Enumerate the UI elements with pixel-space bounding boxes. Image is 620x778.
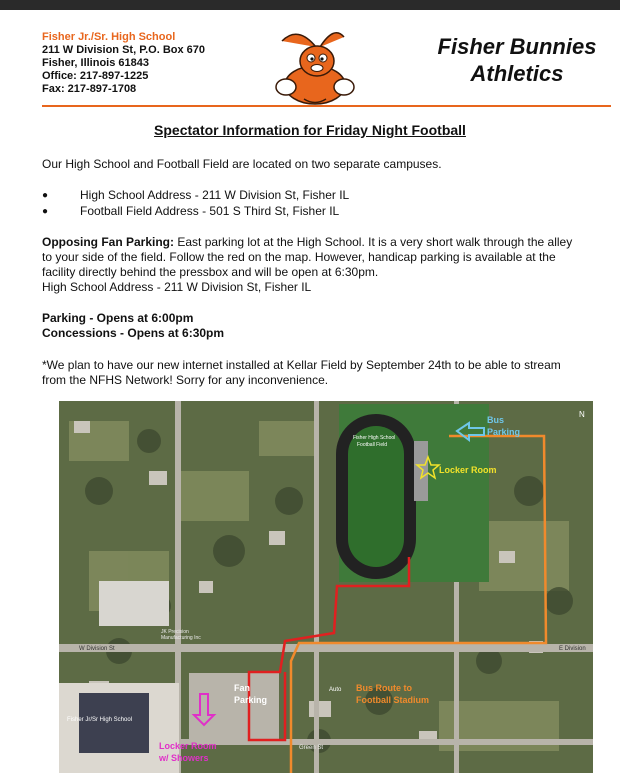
parking-label: Opposing Fan Parking: [42, 235, 175, 249]
field-label-1: Fisher High School [353, 435, 396, 441]
bus-parking-label-1: Bus [487, 415, 505, 425]
school-address-2: Fisher, Illinois 61843 [42, 57, 149, 69]
header-divider [42, 105, 611, 107]
parking-line-1: Opposing Fan Parking: East parking lot at the High School. It is a very short walk through the alley [42, 235, 573, 249]
locker-showers-label-1: Locker Room [159, 741, 217, 751]
precision-building [99, 581, 169, 626]
field-label-2: Football Field [357, 442, 388, 448]
page-title: Spectator Information for Friday Night Football [154, 122, 466, 138]
campus-map [59, 401, 593, 773]
address-football-field: Football Field Address - 501 S Third St, Fisher IL [80, 204, 340, 218]
intro-text: Our High School and Football Field are located on two separate campuses. [42, 157, 442, 171]
parking-line-4: High School Address - 211 W Division St, Fisher IL [42, 280, 312, 294]
green-street-label: Green St [299, 745, 324, 751]
school-office-phone: Office: 217-897-1225 [42, 70, 149, 82]
brand-line-1: Fisher Bunnies [437, 34, 597, 59]
bus-route-label-2: Football Stadium [356, 695, 429, 705]
athletics-brand [412, 33, 620, 87]
parking-line-2: to your side of the field. Follow the red on the map. However, handicap parking is available at the [42, 250, 556, 264]
school-info [42, 31, 205, 96]
stream-note: *We plan to have our new internet installed at Kellar Field by September 24th to be able to stream from the NFHS Network! Sorry for any inconvenience. [42, 358, 561, 387]
top-bar [0, 0, 620, 10]
road-division-st [59, 644, 593, 652]
address-high-school: High School Address - 211 W Division St, Fisher IL [80, 188, 350, 202]
parking-line-3: facility directly behind the pressbox and will be open at 6:30pm. [42, 265, 379, 279]
high-school-roof [79, 693, 149, 753]
fan-parking-label-2: Parking [234, 695, 268, 705]
auto-shop-label: Auto [329, 687, 342, 693]
precision-label-2: Manufacturing Inc [161, 635, 201, 641]
bunny-mascot-logo [272, 27, 358, 107]
division-street-label: W Division St [79, 646, 115, 652]
bus-route-label-1: Bus Route to [356, 683, 412, 693]
school-address-1: 211 W Division St, P.O. Box 670 [42, 44, 206, 56]
road-vertical-2 [314, 401, 319, 773]
bus-parking-label-2: Parking [487, 427, 521, 437]
pressbox [414, 441, 428, 501]
school-map-label: Fisher Jr/Sr High School [67, 717, 133, 723]
school-fax: Fax: 217-897-1708 [42, 83, 137, 95]
bullet-icon: ● [42, 206, 49, 217]
north-indicator: N [579, 410, 585, 419]
school-name: Fisher Jr./Sr. High School [42, 31, 176, 43]
brand-line-2: Athletics [470, 61, 564, 86]
precision-label-1: JK Precision [161, 629, 189, 635]
concessions-time: Concessions - Opens at 6:30pm [42, 326, 225, 340]
bullet-icon: ● [42, 190, 49, 201]
parking-time: Parking - Opens at 6:00pm [42, 311, 194, 325]
locker-showers-label-2: w/ Showers [159, 753, 209, 763]
fan-parking-label-1: Fan [234, 683, 251, 693]
east-division-street-label: E Division [559, 646, 586, 652]
parking-paragraph [42, 235, 612, 295]
locker-room-label: Locker Room [439, 465, 497, 475]
